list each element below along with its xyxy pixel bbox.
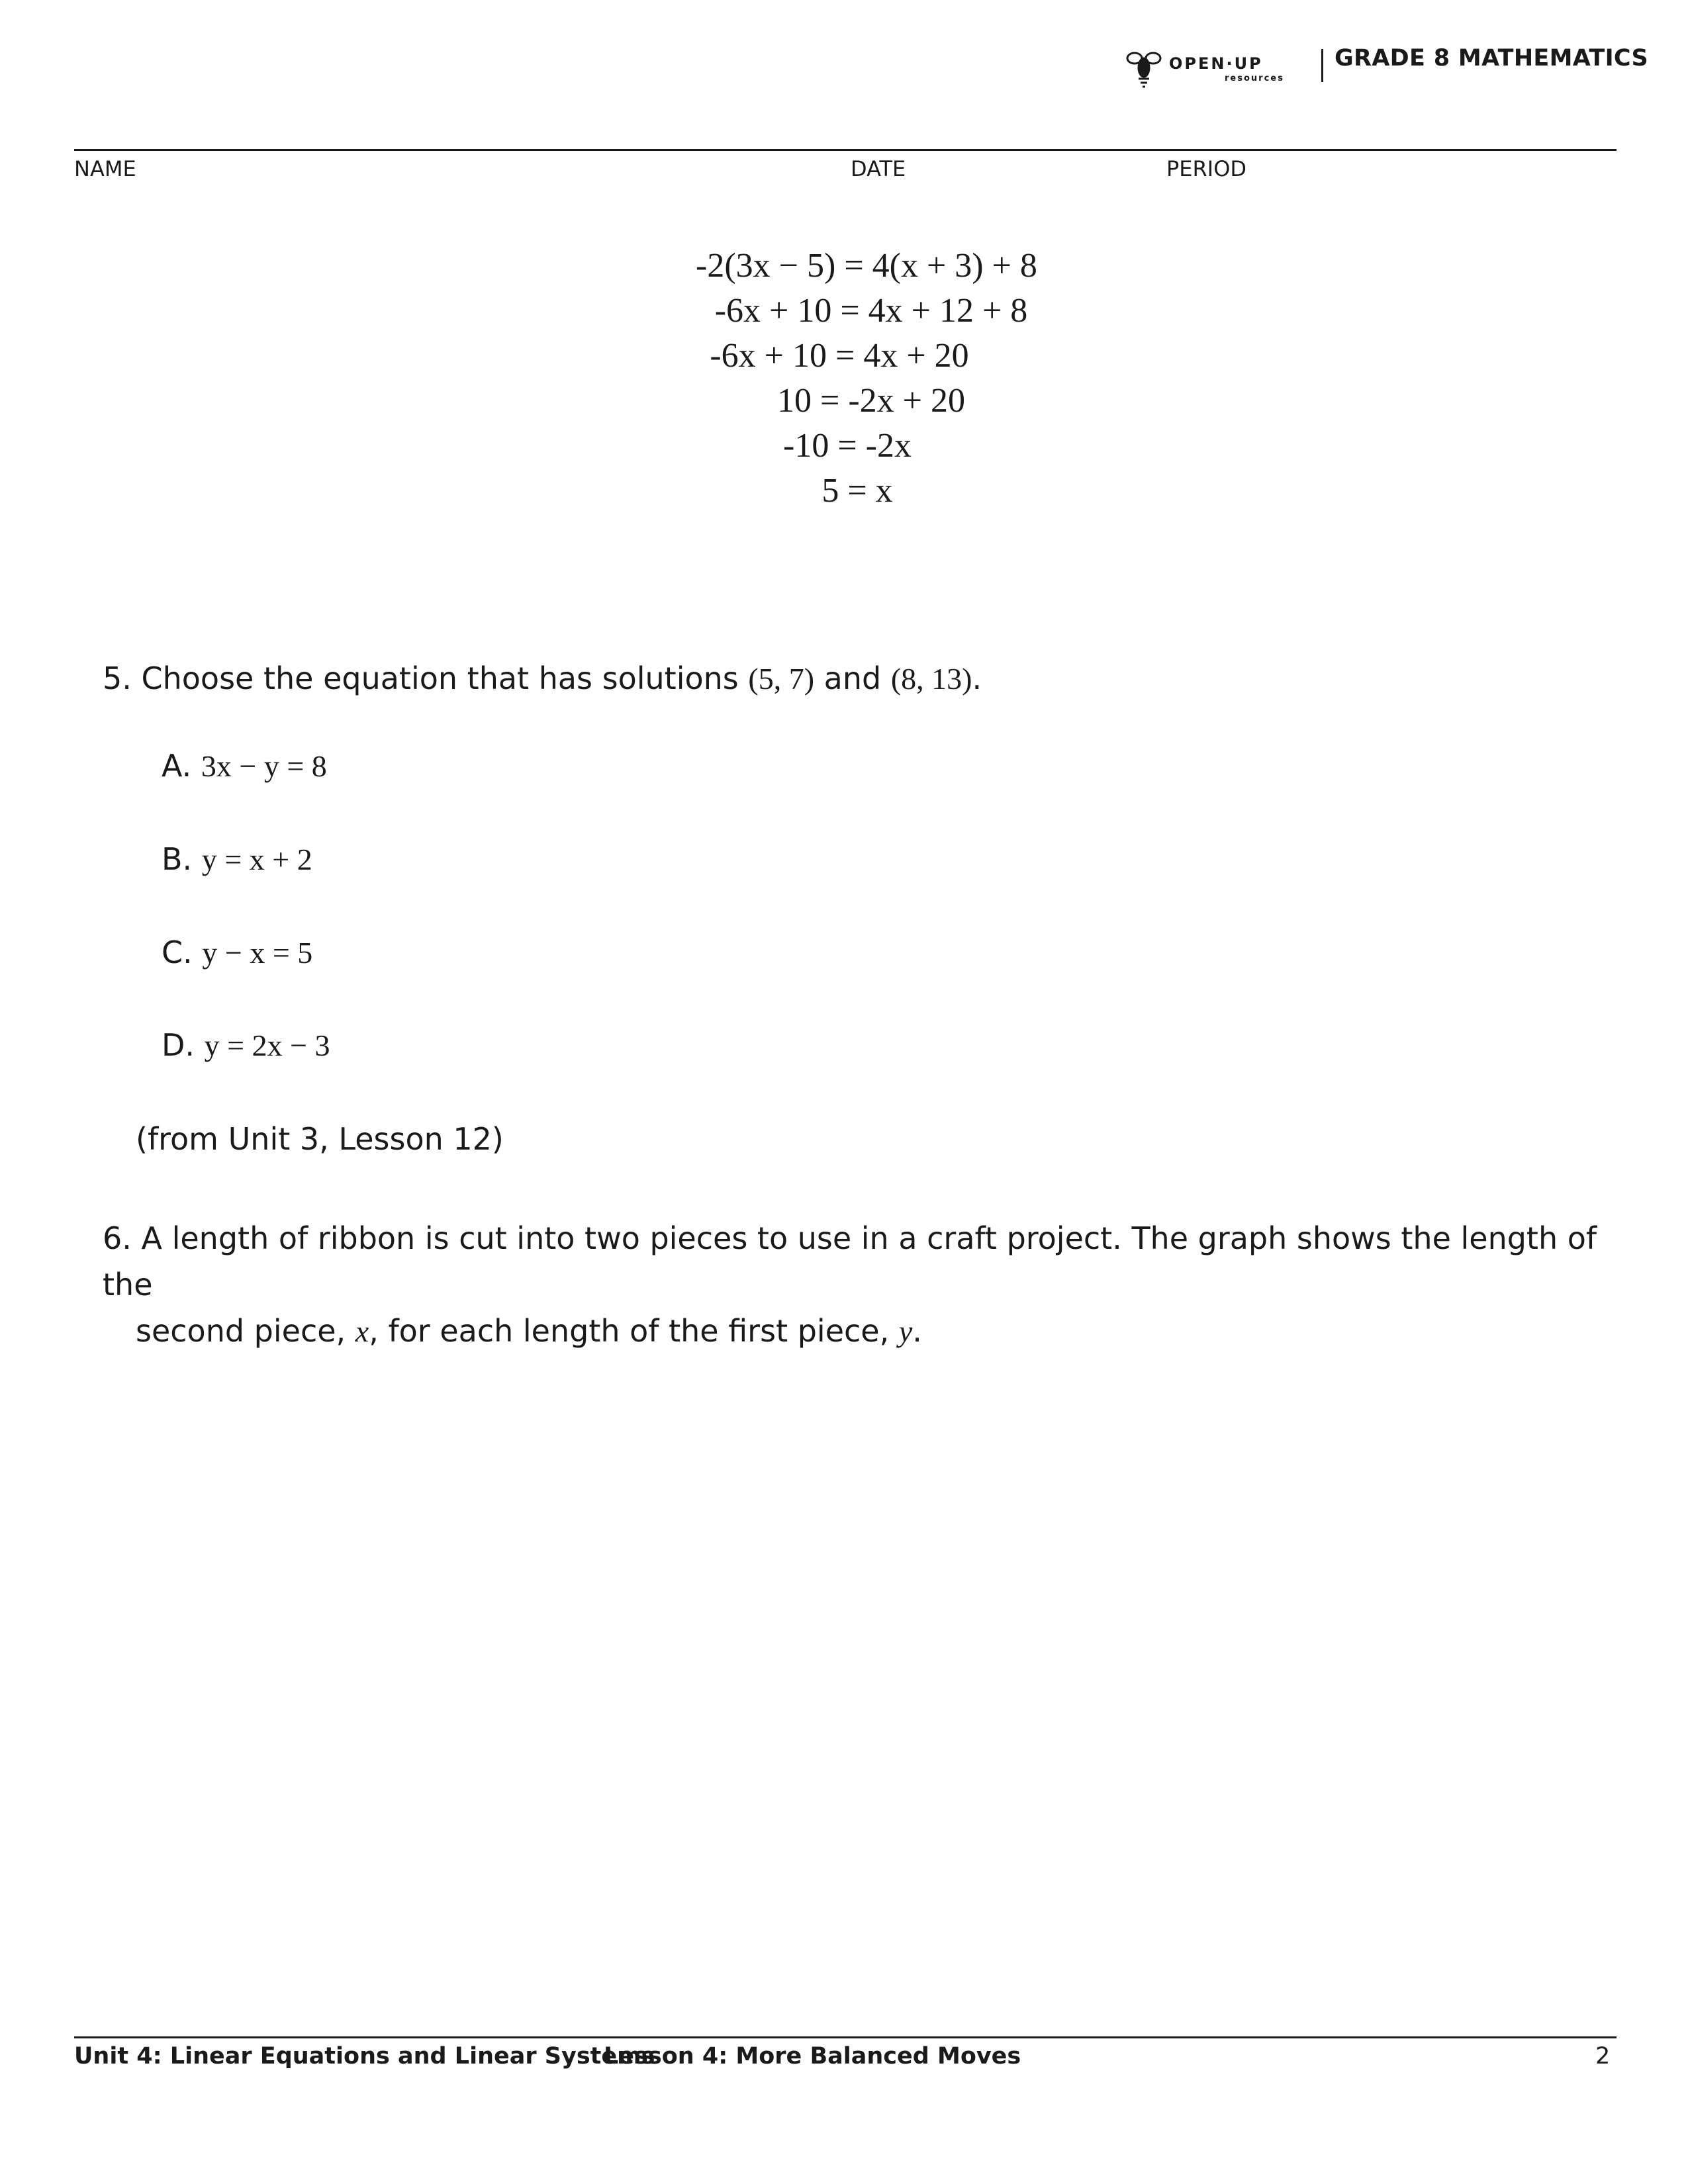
question-6 [103, 1215, 1625, 1355]
open-up-resources-logo [1125, 48, 1294, 89]
choice-equation: 3x − y = 8 [201, 749, 327, 783]
choice-d[interactable] [162, 1027, 330, 1063]
bee-icon [1127, 53, 1160, 87]
date-label: DATE [851, 156, 906, 181]
choice-letter: C. [162, 934, 193, 970]
name-label: NAME [74, 156, 136, 181]
question-text-line2: second piece, x, for each length of the first piece, y. [136, 1313, 922, 1349]
page-number: 2 [1595, 2043, 1611, 2070]
equation-work [688, 244, 1086, 522]
choice-letter: D. [162, 1027, 195, 1063]
question-source: (from Unit 3, Lesson 12) [136, 1121, 504, 1157]
choice-equation: y − x = 5 [202, 936, 313, 970]
equation-line: 5 = x [821, 472, 893, 510]
equation-line: -2(3x − 5) = 4(x + 3) + 8 [696, 247, 1037, 285]
question-text: and [814, 660, 891, 696]
choice-equation: y = 2x − 3 [204, 1028, 330, 1062]
footer-rule [74, 2036, 1617, 2038]
name-line [74, 149, 1617, 151]
header-divider [1321, 49, 1323, 82]
choice-equation: y = x + 2 [201, 842, 312, 876]
choice-c[interactable] [162, 934, 312, 970]
question-text: Choose the equation that has solutions [141, 660, 749, 696]
equation-line: 10 = -2x + 20 [777, 382, 965, 420]
logo-wordmark: OPEN·UP [1169, 54, 1263, 73]
question-number: 6. [103, 1220, 132, 1256]
equation-line: -6x + 10 = 4x + 12 + 8 [714, 292, 1028, 330]
variable-y: y [898, 1314, 913, 1348]
choice-letter: A. [162, 748, 192, 784]
choice-b[interactable] [162, 841, 312, 877]
period-label: PERIOD [1166, 156, 1247, 181]
equation-line: -6x + 10 = 4x + 20 [710, 337, 969, 375]
question-text: A length of ribbon is cut into two pieces to use in a craft project. The graph shows the length of the [103, 1220, 1597, 1302]
footer-lesson: Lesson 4: More Balanced Moves [604, 2043, 1021, 2070]
logo-subtitle: resources [1225, 73, 1284, 83]
variable-x: x [355, 1314, 369, 1348]
footer-unit: Unit 4: Linear Equations and Linear Systems [74, 2043, 655, 2070]
solution-point: (5, 7) [748, 662, 815, 696]
question-number: 5. [103, 660, 132, 696]
equation-line: -10 = -2x [783, 427, 912, 465]
question-5 [103, 655, 1612, 702]
choice-a[interactable] [162, 748, 327, 784]
question-text: . [972, 660, 982, 696]
solution-point: (8, 13) [890, 662, 972, 696]
choice-letter: B. [162, 841, 193, 877]
course-title: GRADE 8 MATHEMATICS [1335, 45, 1649, 71]
